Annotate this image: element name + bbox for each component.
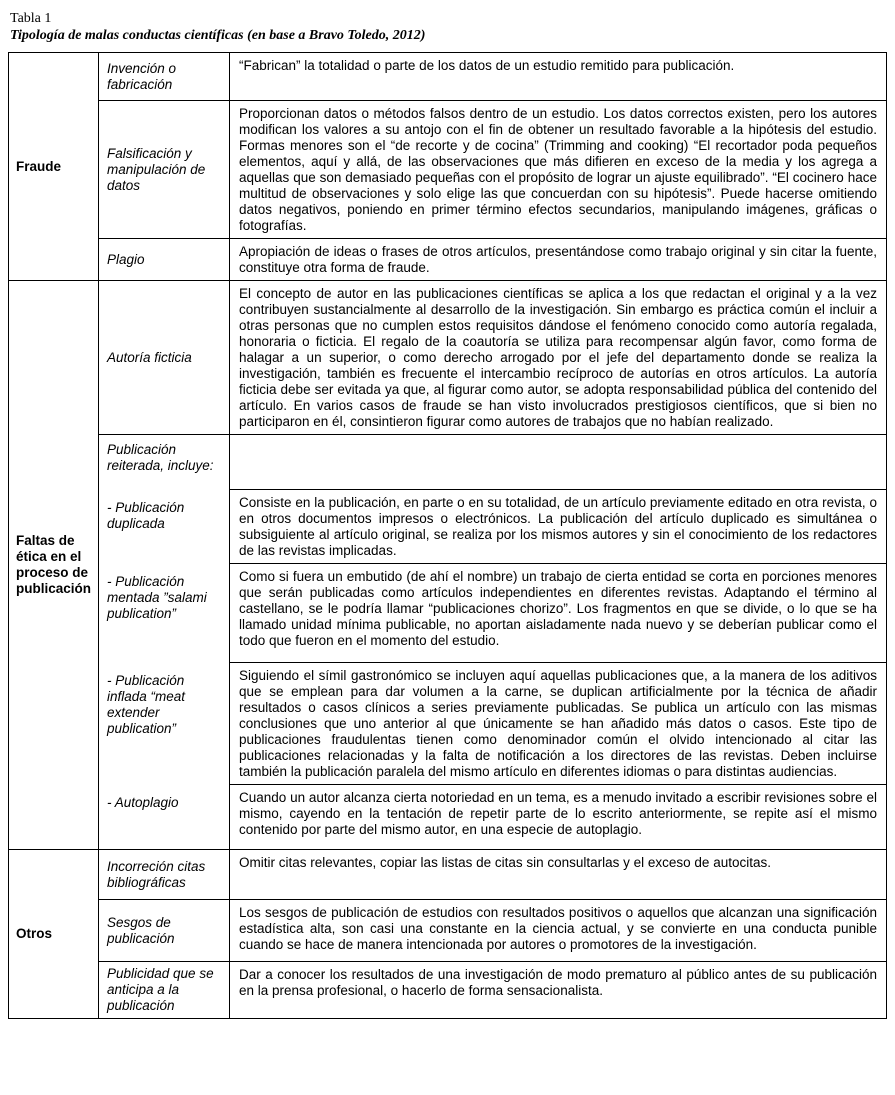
table-row bbox=[9, 239, 887, 281]
misconduct-table bbox=[8, 52, 887, 1019]
table-row bbox=[9, 850, 887, 900]
subcategory-meat-extender-publication: - Publicación inflada “meat extender publication” bbox=[99, 663, 230, 785]
table-row bbox=[9, 435, 887, 490]
description-publicacion-duplicada: Consiste en la publicación, en parte o en su totalidad, de un artículo previamente editado en otra revista, o en otros documentos impresos o electrónicos. La publicación del artículo duplicado es simultánea o subsiguiente al artículo original, se realiza por los mismos autores y sin el conocimiento de los redactores de las revistas implicadas. bbox=[230, 490, 887, 564]
table-number: Tabla 1 bbox=[10, 11, 52, 26]
description-plagio: Apropiación de ideas o frases de otros artículos, presentándose como trabajo original y sin citar la fuente, constituye otra forma de fraude. bbox=[230, 239, 887, 281]
subcategory-falsificacion: Falsificación y manipulación de datos bbox=[99, 101, 230, 239]
subcategory-publicacion-duplicada: - Publicación duplicada bbox=[99, 490, 230, 564]
category-otros: Otros bbox=[9, 850, 99, 1019]
table-row bbox=[9, 101, 887, 239]
table-row bbox=[9, 490, 887, 564]
subcategory-publicacion-reiterada: Publicación reiterada, incluye: bbox=[99, 435, 230, 490]
subcategory-plagio: Plagio bbox=[99, 239, 230, 281]
table-row bbox=[9, 962, 887, 1019]
table-caption bbox=[10, 10, 887, 44]
description-meat-extender-publication: Siguiendo el símil gastronómico se incluyen aquí aquellas publicaciones que, a la manera de los aditivos que se emplean para dar volumen a la carne, se duplican artificialmente por la técnica de añadir resultados o casos clínicos a series previamente publicadas. Se publica un artículo con las mismas conclusiones que uno anterior al que únicamente se han añadido más datos o casos. Este tipo de publicaciones fraudulentas tienen como denominador común el olvido intencionado al citar las publicaciones relacionadas y la falta de notificación a los directores de las revistas. Deben incluirse también la publicación paralela del mismo artículo en diferentes idiomas o para distintas audiencias. bbox=[230, 663, 887, 785]
table-row bbox=[9, 663, 887, 785]
category-fraude: Fraude bbox=[9, 53, 99, 281]
table-row bbox=[9, 785, 887, 850]
subcategory-incorrecion-citas: Incorreción citas bibliográficas bbox=[99, 850, 230, 900]
description-falsificacion: Proporcionan datos o métodos falsos dentro de un estudio. Los datos correctos existen, pero los autores modifican los valores a su antojo con el fin de obtener un resultado favorable a la hipótesis del estudio. Formas menores son el “de recorte y de cocina” (Trimming and cooking) “El recortador poda pequeños elementos, aquí y allá, de las observaciones que más difieren en exceso de la media y los agrega a aquellas que son demasiado pequeñas con el propósito de lograr un ajuste equilibrado”. “El cocinero hace multitud de observaciones y solo elige las que concuerdan con su hipótesis”. Puede hacerse omitiendo datos negativos, poniendo en primer término efectos secundarios, manipulando imágenes, gráficas o fotografías. bbox=[230, 101, 887, 239]
table-row bbox=[9, 900, 887, 962]
table-title: Tipología de malas conductas científicas (en base a Bravo Toledo, 2012) bbox=[10, 28, 426, 43]
description-autoria-ficticia: El concepto de autor en las publicaciones científicas se aplica a los que redactan el original y a la vez contribuyen sustancialmente al desarrollo de la investigación. Sin embargo es práctica común el incluir a otras personas que no cumplen estos requisitos dándose el fenómeno conocido como autoría regalada, honoraria o ficticia. El regalo de la coautoría se utiliza para recompensar algún favor, como forma de halagar a un superior, o como derecho arrogado por el jefe del departamento donde se realiza la investigación, también es frecuente el intercambio recíproco de autorías en otros artículos. La autoría ficticia debe ser evitada ya que, al figurar como autor, se adopta responsabilidad pública del contenido del artículo. En varios casos de fraude se han visto involucrados prestigiosos científicos, que si bien no participaron en él, consintieron figurar como autores de trabajos que no habían realizado. bbox=[230, 281, 887, 435]
table-row bbox=[9, 281, 887, 435]
subcategory-publicidad-anticipada: Publicidad que se anticipa a la publicación bbox=[99, 962, 230, 1019]
category-faltas-etica: Faltas de ética en el proceso de publicación bbox=[9, 281, 99, 850]
description-incorrecion-citas: Omitir citas relevantes, copiar las listas de citas sin consultarlas y el exceso de autocitas. bbox=[230, 850, 887, 900]
table-row bbox=[9, 53, 887, 101]
subcategory-autoplagio: - Autoplagio bbox=[99, 785, 230, 850]
description-invencion-fabricacion: “Fabrican” la totalidad o parte de los datos de un estudio remitido para publicación. bbox=[230, 53, 887, 101]
description-autoplagio: Cuando un autor alcanza cierta notoriedad en un tema, es a menudo invitado a escribir revisiones sobre el mismo, cayendo en la tentación de repetir parte de lo escrito anteriormente, se repite así el mismo contenido por parte del mismo autor, en una especie de autoplagio. bbox=[230, 785, 887, 850]
subcategory-sesgos-publicacion: Sesgos de publicación bbox=[99, 900, 230, 962]
subcategory-salami-publication: - Publicación mentada ”salami publication” bbox=[99, 564, 230, 663]
subcategory-autoria-ficticia: Autoría ficticia bbox=[99, 281, 230, 435]
description-sesgos-publicacion: Los sesgos de publicación de estudios con resultados positivos o aquellos que alcanzan una significación estadística alta, son casi una constante en la ciencia actual, y se convierte en una conducta punible cuando se hace de manera intencionada por autores o promotores de la investigación. bbox=[230, 900, 887, 962]
description-salami-publication: Como si fuera un embutido (de ahí el nombre) un trabajo de cierta entidad se corta en porciones menores que serán publicadas como artículos independientes en diferentes revistas. Adaptando el término al castellano, se le podría llamar “publicaciones chorizo”. Los fragmentos en que se divide, o lo que se ha llamado unidad mínima publicable, no aportan aisladamente nada nuevo y se deberían publicar como el todo que fueron en el momento del estudio. bbox=[230, 564, 887, 663]
table-row bbox=[9, 564, 887, 663]
description-publicidad-anticipada: Dar a conocer los resultados de una investigación de modo prematuro al público antes de su publicación en la prensa profesional, o hacerlo de forma sensacionalista. bbox=[230, 962, 887, 1019]
subcategory-invencion-fabricacion: Invención o fabricación bbox=[99, 53, 230, 101]
description-publicacion-reiterada-empty bbox=[230, 435, 887, 490]
